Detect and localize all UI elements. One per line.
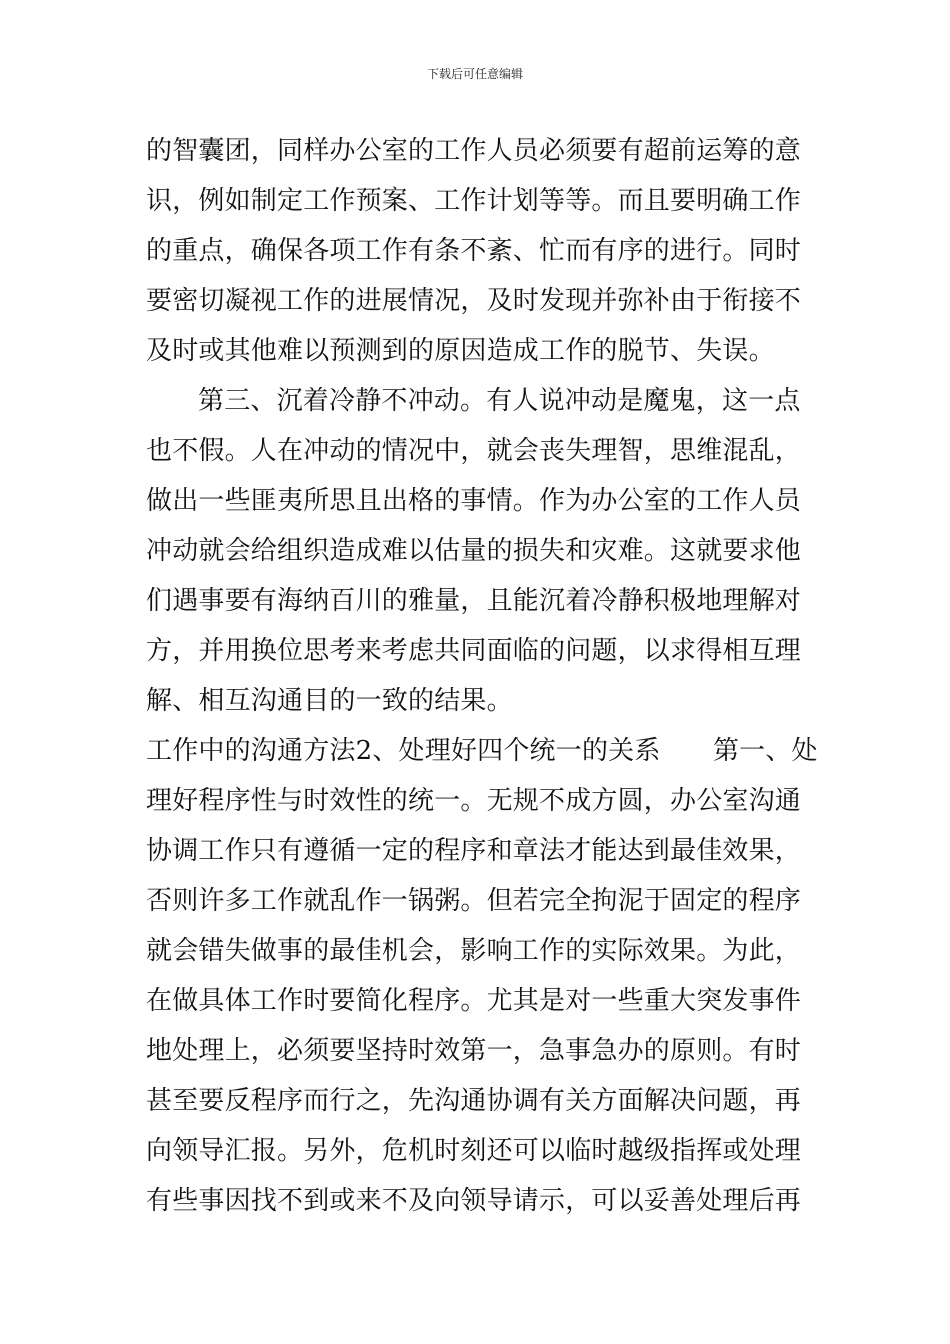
text-line: 甚至要反程序而行之，先沟通协调有关方面解决问题，再: [146, 1086, 802, 1116]
text-line: 及时或其他难以预测到的原因造成工作的脱节、失误。: [146, 336, 775, 366]
text-line: 解、相互沟通目的一致的结果。: [146, 686, 513, 716]
text-line: 在做具体工作时要简化程序。尤其是对一些重大突发事件: [146, 986, 802, 1016]
document-body: [146, 126, 818, 1226]
text-line: 方，并用换位思考来考虑共同面临的问题，以求得相互理: [146, 636, 802, 666]
text-line: 地处理上，必须要坚持时效第一，急事急办的原则。有时: [146, 1036, 802, 1066]
page-header: 下载后可任意编辑: [426, 67, 523, 81]
text-line: 协调工作只有遵循一定的程序和章法才能达到最佳效果，: [146, 836, 802, 866]
text-line: 们遇事要有海纳百川的雅量，且能沉着冷静积极地理解对: [146, 586, 802, 616]
text-line: 否则许多工作就乱作一锅粥。但若完全拘泥于固定的程序: [146, 886, 802, 916]
text-line: 要密切凝视工作的进展情况，及时发现并弥补由于衔接不: [146, 286, 802, 316]
text-line: 理好程序性与时效性的统一。无规不成方圆，办公室沟通: [146, 786, 802, 816]
paragraph-first-line: 第三、沉着冷静不冲动。有人说冲动是魔鬼，这一点: [198, 386, 801, 416]
text-line: 做出一些匪夷所思且出格的事情。作为办公室的工作人员: [146, 486, 802, 516]
text-line: 向领导汇报。另外，危机时刻还可以临时越级指挥或处理: [146, 1136, 802, 1166]
section-heading-line: 工作中的沟通方法2、处理好四个统一的关系 第一、处: [146, 736, 818, 766]
text-line: 有些事因找不到或来不及向领导请示，可以妥善处理后再: [146, 1186, 802, 1216]
text-line: 的重点，确保各项工作有条不紊、忙而有序的进行。同时: [146, 236, 802, 266]
text-line: 识，例如制定工作预案、工作计划等等。而且要明确工作: [146, 186, 802, 216]
text-line: 的智囊团，同样办公室的工作人员必须要有超前运筹的意: [146, 136, 802, 166]
text-line: 也不假。人在冲动的情况中，就会丧失理智，思维混乱，: [146, 436, 802, 466]
text-line: 冲动就会给组织造成难以估量的损失和灾难。这就要求他: [146, 536, 802, 566]
text-line: 就会错失做事的最佳机会，影响工作的实际效果。为此，: [146, 936, 802, 966]
